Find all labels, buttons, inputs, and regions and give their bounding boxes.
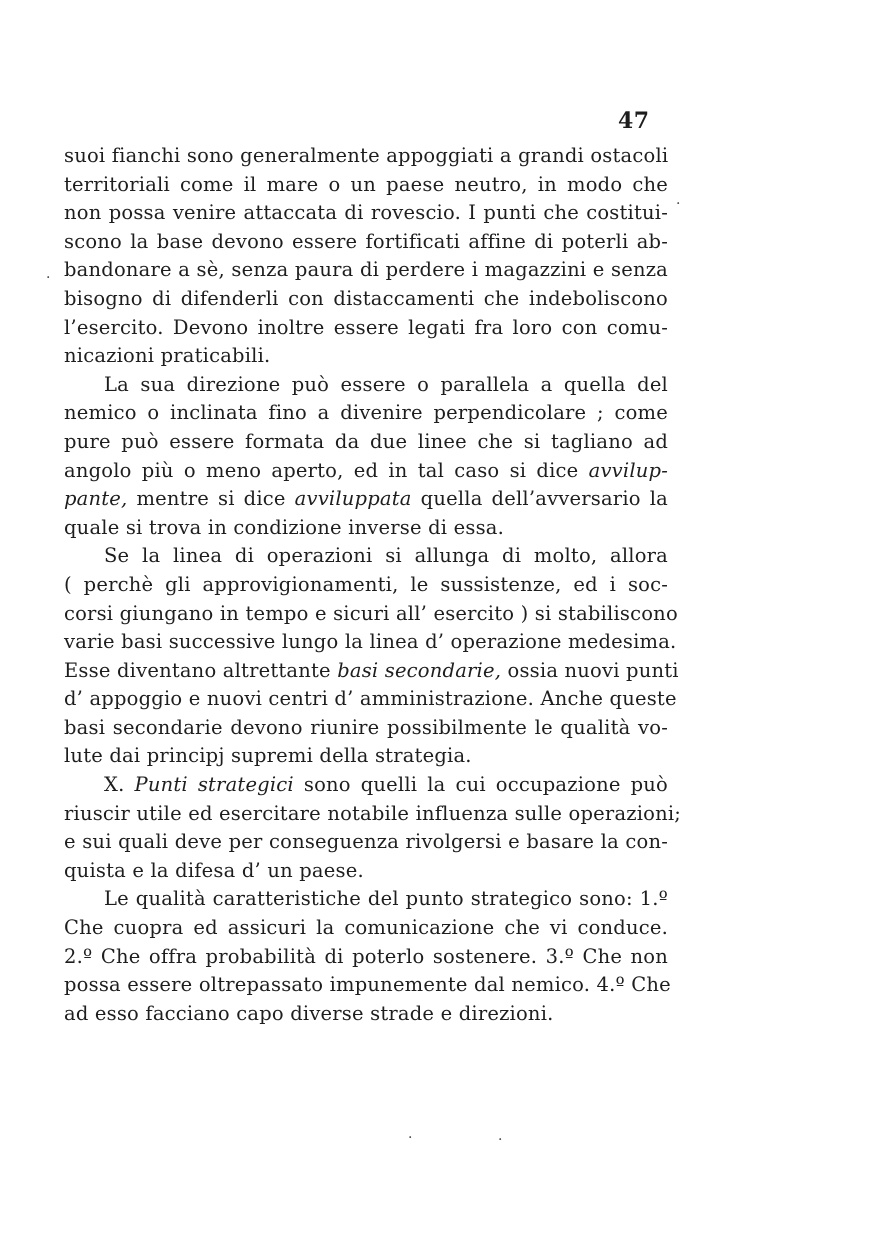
text-line: corsi giungano in tempo e sicuri all’ esercito ) si stabiliscono [64, 601, 678, 625]
paragraph-start-line: Se la linea di operazioni si allunga di molto, allora [104, 544, 668, 568]
text-run: mentre si dice [127, 487, 295, 511]
print-speck-mark: · [498, 1132, 503, 1148]
text-line: nicazioni praticabili. [64, 344, 271, 368]
paragraph-start-line: Le qualità caratteristiche del punto strategico sono: 1.º [104, 887, 668, 911]
print-speck-mark: · [676, 196, 681, 212]
text-line: varie basi successive lungo la linea d’ operazione medesima. [64, 630, 677, 654]
text-line: bisogno di difenderli con distaccamenti che indeboliscono [64, 286, 668, 310]
text-line: pure può essere formata da due linee che si tagliano ad [64, 429, 668, 453]
text-run: ossia nuovi punti [501, 658, 679, 682]
italic-term: pante, [64, 487, 128, 511]
text-line [64, 485, 668, 514]
text-line: suoi fianchi sono generalmente appoggiati a grandi ostacoli [64, 144, 669, 167]
text-line: territoriali come il mare o un paese neutro, in modo che [64, 172, 668, 196]
text-line: basi secondarie devono riunire possibilmente le qualità vo- [64, 715, 668, 739]
text-line [64, 457, 668, 486]
italic-term: avviluppata [294, 487, 412, 511]
italic-term: Punti strategici [134, 773, 294, 797]
text-run: sono quelli la cui occupazione può [293, 773, 668, 797]
print-speck-mark: · [408, 1130, 413, 1146]
text-line: nemico o inclinata fino a divenire perpendicolare ; come [64, 401, 668, 425]
text-line: l’esercito. Devono inoltre essere legati fra loro con comu- [64, 315, 668, 339]
text-line: possa essere oltrepassato impunemente dal nemico. 4.º Che [64, 973, 671, 997]
page-number: 47 [618, 108, 650, 134]
text-line: quista e la difesa d’ un paese. [64, 858, 364, 882]
text-line: bandonare a sè, senza paura di perdere i magazzini e senza [64, 258, 668, 282]
text-line: ad esso facciano capo diverse strade e direzioni. [64, 1001, 554, 1025]
text-run: angolo più o meno aperto, ed in tal caso si dice [64, 458, 589, 482]
text-line: d’ appoggio e nuovi centri d’ amministrazione. Anche queste [64, 687, 677, 711]
paragraph-start-line [64, 771, 668, 800]
text-run: Esse diventano altrettante [64, 658, 338, 682]
text-line: lute dai principj supremi della strategia. [64, 744, 472, 768]
text-line: non possa venire attaccata di rovescio. I punti che costitui- [64, 201, 668, 225]
text-line [64, 657, 679, 686]
text-line: e sui quali deve per conseguenza rivolgersi e basare la con- [64, 830, 668, 854]
text-line: 2.º Che offra probabilità di poterlo sostenere. 3.º Che non [64, 944, 668, 968]
paragraph-start-line: La sua direzione può essere o parallela a quella del [104, 372, 668, 396]
section-number: X. [104, 773, 135, 797]
text-line: ( perchè gli approvigionamenti, le sussistenze, ed i soc- [64, 572, 668, 596]
text-line: riuscir utile ed esercitare notabile influenza sulle operazioni; [64, 801, 682, 825]
text-line: Che cuopra ed assicuri la comunicazione che vi conduce. [64, 916, 668, 940]
print-speck-mark: · [46, 270, 51, 286]
text-line: quale si trova in condizione inverse di essa. [64, 515, 505, 539]
text-run: quella dell’avversario la [411, 487, 668, 511]
italic-term: basi secondarie, [337, 658, 502, 682]
text-line: scono la base devono essere fortificati affine di poterli ab- [64, 229, 668, 253]
italic-term: avvilup- [588, 458, 668, 482]
body-text [64, 142, 682, 1028]
